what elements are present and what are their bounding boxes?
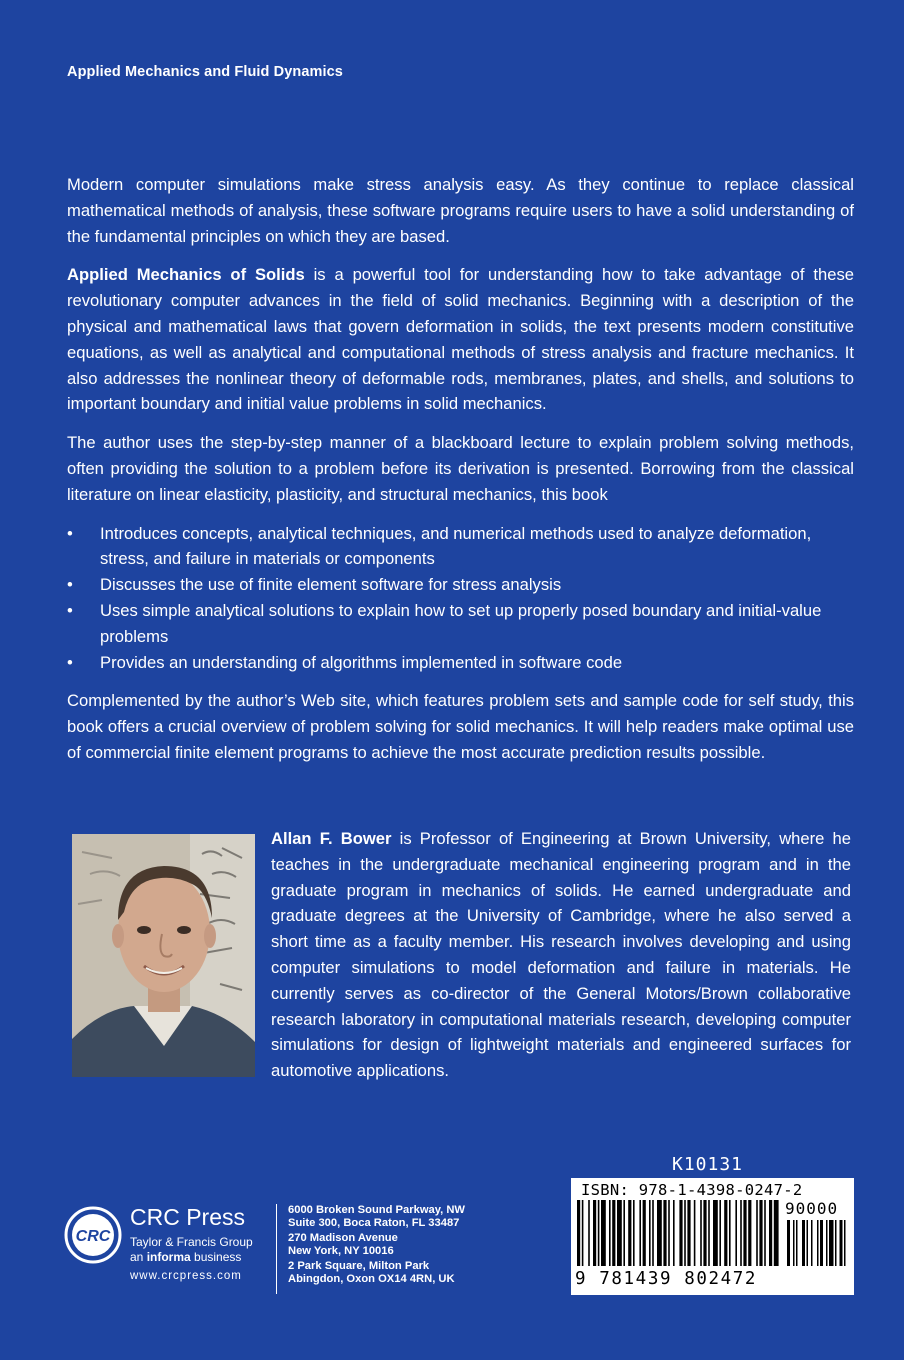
bullet-icon: • [67, 575, 73, 595]
barcode-bar [673, 1200, 675, 1266]
divider-line [276, 1204, 277, 1294]
informa-prefix: an [130, 1250, 147, 1264]
bullet-icon: • [67, 600, 73, 620]
catalog-code: K10131 [672, 1154, 744, 1175]
paragraph-book-summary [67, 262, 854, 417]
barcode-bar [719, 1200, 721, 1266]
feature-item [67, 572, 854, 598]
barcode-bar [617, 1200, 622, 1266]
feature-item [67, 598, 854, 650]
barcode-bar [684, 1200, 686, 1266]
barcode-bar [657, 1200, 662, 1266]
barcode-bar [759, 1200, 762, 1266]
series-title: Applied Mechanics and Fluid Dynamics [67, 64, 343, 80]
author-name: Allan F. Bower [271, 829, 392, 848]
barcode-bar [577, 1200, 580, 1266]
address-line: New York, NY 10016 [288, 1245, 394, 1258]
crc-logo-icon [64, 1206, 122, 1264]
barcode-bar [649, 1200, 651, 1266]
barcode-addon-bar [787, 1220, 790, 1266]
back-cover-description [67, 172, 854, 779]
address-line: Suite 300, Boca Raton, FL 33487 [288, 1217, 460, 1230]
barcode-bar [668, 1200, 670, 1266]
barcode-addon-bar [826, 1220, 828, 1266]
address-line: 2 Park Square, Milton Park [288, 1259, 430, 1272]
barcode-bar [756, 1200, 758, 1266]
bullet-icon: • [67, 523, 73, 543]
publisher-addresses [288, 1204, 465, 1287]
barcode-bar [633, 1200, 635, 1266]
barcode-addon-bar [820, 1220, 823, 1266]
barcode-bar [724, 1200, 727, 1266]
address-block [288, 1204, 465, 1231]
barcode-bar [703, 1200, 706, 1266]
barcode-bar [643, 1200, 646, 1266]
barcode-bar [652, 1200, 654, 1266]
barcode-label [571, 1178, 854, 1295]
paragraph-intro: Modern computer simulations make stress analysis easy. As they continue to replace classical mathematical methods of analysis, these software programs require users to have a solid understanding of the fundamental principles on which they are based. [67, 175, 854, 246]
author-photo [72, 834, 255, 1077]
feature-text: Discusses the use of finite element software for stress analysis [100, 575, 562, 595]
barcode-bar [687, 1200, 690, 1266]
feature-text: Provides an understanding of algorithms implemented in software code [100, 652, 623, 672]
barcode-bar [713, 1200, 718, 1266]
bullet-icon: • [67, 652, 73, 672]
barcode-bar [601, 1200, 606, 1266]
address-line: Abingdon, Oxon OX14 4RN, UK [288, 1273, 455, 1286]
barcode-addon-bar [840, 1220, 843, 1266]
publisher-logo [64, 1202, 279, 1294]
feature-item [67, 521, 854, 573]
barcode-bar [593, 1200, 596, 1266]
barcode-bar [774, 1200, 779, 1266]
barcode-bar [694, 1200, 696, 1266]
barcode-bar [679, 1200, 682, 1266]
barcode-bar [639, 1200, 641, 1266]
barcode-bar [588, 1200, 590, 1266]
barcode-bar [598, 1200, 600, 1266]
barcode-bar [663, 1200, 666, 1266]
isbn-text: ISBN: 978-1-4398-0247-2 [581, 1181, 803, 1199]
barcode-bar [609, 1200, 611, 1266]
book-title: Applied Mechanics of Solids [67, 265, 305, 285]
barcode-addon-bar [829, 1220, 834, 1266]
barcode-bar [582, 1200, 584, 1266]
informa-name: informa [146, 1250, 191, 1264]
barcode-digits: 9 781439 802472 [575, 1269, 758, 1289]
barcode-bar [769, 1200, 772, 1266]
barcode-bar [623, 1200, 625, 1266]
book-summary-text: is a powerful tool for understanding how to take advantage of these revolutionary computer advances in the field of solid mechanics. Beginning with a description of the physical and mathematical laws that govern deformation in solids, the text presents modern constitutive equations, as well as analytical and computational methods of stress analysis and fracture mechanics. It also addresses the nonlinear theory of deformable rods, membranes, plates, and shells, and solutions to important boundary and initial value problems in solid mechanics. [67, 265, 854, 414]
barcode-bar [729, 1200, 731, 1266]
barcode-addon-bar [793, 1220, 795, 1266]
informa-suffix: business [190, 1250, 242, 1264]
barcode-bar [700, 1200, 702, 1266]
price-code: 90000 [785, 1199, 839, 1218]
barcode-addon-bar [844, 1220, 846, 1266]
barcode-addon-bar [811, 1220, 813, 1266]
author-bio-text: is Professor of Engineering at Brown University, where he teaches in the undergraduate mechanical engineering program and in the graduate program in mechanics of solids. He earned undergraduate and graduate degrees at the University of Cambridge, where he also served a short time as a faculty member. His research involves developing and using computer simulations to model deformation and failure in materials. He currently serves as co-director of the General Motors/Brown collaborative research laboratory in computational materials research, developing computer simulations for design of lightweight materials and engineered surfaces for automotive applications. [271, 829, 851, 1081]
address-block [288, 1232, 465, 1259]
barcode-addon-bar [802, 1220, 805, 1266]
barcode-bar [628, 1200, 631, 1266]
address-block [288, 1260, 465, 1287]
barcode-addon-bar [835, 1220, 837, 1266]
barcode-addon-bar [817, 1220, 819, 1266]
barcode-bar [708, 1200, 710, 1266]
crc-logo-text: CRC [75, 1228, 111, 1245]
address-line: 270 Madison Avenue [288, 1231, 398, 1244]
paragraph-approach: The author uses the step-by-step manner of a blackboard lecture to explain problem solving methods, often providing the solution to a problem before its derivation is presented. Borrowing from the classical literature on linear elasticity, plasticity, and structural mechanics, this book [67, 433, 854, 504]
address-line: 6000 Broken Sound Parkway, NW [288, 1204, 465, 1216]
paragraph-closing: Complemented by the author’s Web site, which features problem sets and sample code for self study, this book offers a crucial overview of problem solving for solid mechanics. It will help readers make optimal use of commercial finite element programs to achieve the most accurate prediction results possible. [67, 691, 854, 762]
publisher-informa [130, 1250, 241, 1264]
feature-list [67, 521, 854, 676]
barcode-bar [748, 1200, 751, 1266]
barcode-bar [740, 1200, 742, 1266]
publisher-group: Taylor & Francis Group [130, 1235, 253, 1249]
publisher-website: www.crcpress.com [130, 1270, 242, 1282]
feature-text: Introduces concepts, analytical techniques, and numerical methods used to analyze deformation, stress, and failure in materials or components [100, 523, 812, 569]
barcode-addon-bar [807, 1220, 809, 1266]
barcode-bar [735, 1200, 737, 1266]
barcode-addon-bar [796, 1220, 798, 1266]
publisher-name: CRC Press [130, 1204, 246, 1230]
author-bio [271, 826, 851, 1084]
barcode-bar [612, 1200, 615, 1266]
feature-text: Uses simple analytical solutions to explain how to set up properly posed boundary and initial-value problems [100, 600, 822, 646]
feature-item [67, 650, 854, 676]
barcode-bar [743, 1200, 746, 1266]
barcode-bar [764, 1200, 766, 1266]
